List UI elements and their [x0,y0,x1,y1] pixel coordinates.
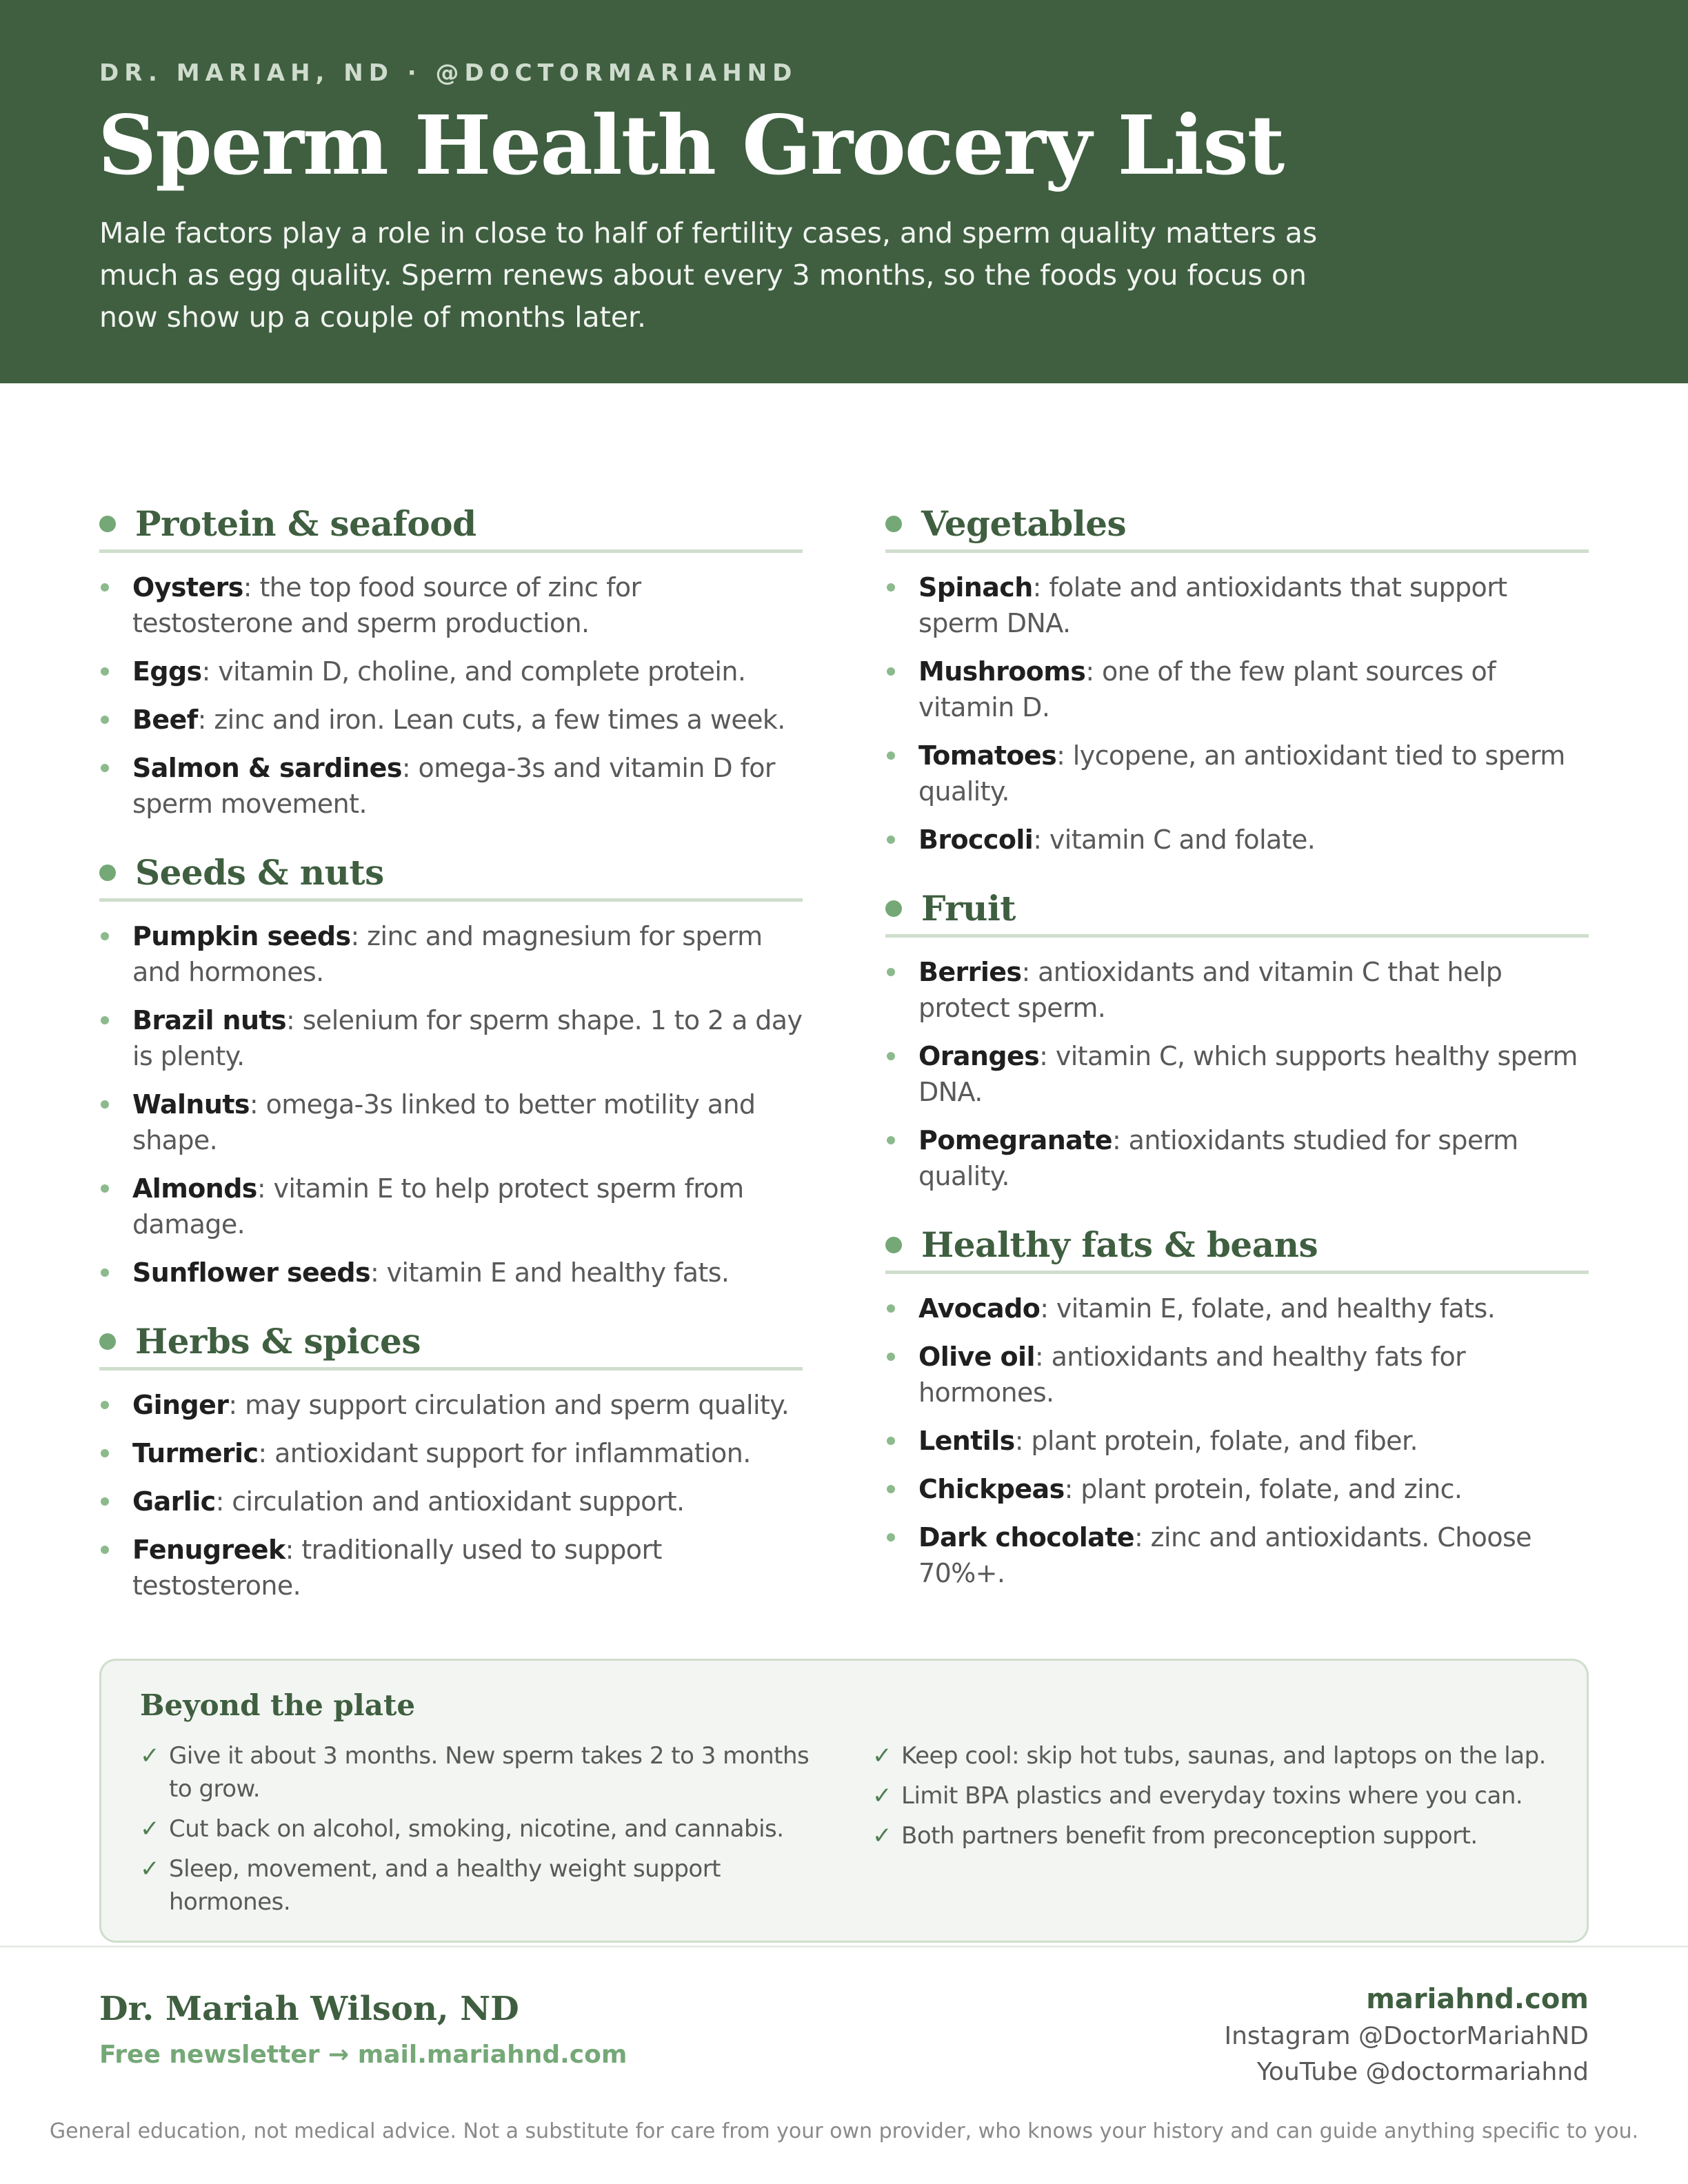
food-list [99,1387,803,1604]
food-name: Brazil nuts [132,1005,287,1035]
tip-item [140,1852,830,1919]
food-name: Olive oil [918,1342,1035,1372]
food-item [885,1122,1589,1194]
food-name: Ginger [132,1390,229,1420]
tip-item [872,1779,1562,1812]
checkmark-icon: ✓ [140,1815,159,1843]
food-name: Avocado [918,1293,1041,1324]
tip-item [140,1812,830,1846]
food-desc: : vitamin D, choline, and complete protein. [201,656,746,687]
right-column [885,498,1589,1616]
page-title: Sperm Health Grocery List [98,97,1284,193]
tip-text: Limit BPA plastics and everyday toxins where you can. [901,1782,1523,1810]
food-item [885,738,1589,809]
food-list [885,1291,1589,1591]
food-name: Pomegranate [918,1125,1112,1155]
food-desc: : vitamin E to help protect sperm from damage. [132,1173,744,1240]
food-name: Pumpkin seeds [132,921,351,951]
bullet-icon [887,1136,895,1144]
checkmark-icon: ✓ [872,1782,892,1810]
food-list [99,569,803,822]
disclaimer: General education, not medical advice. Not a substitute for care from your own provider, who knows your history and can guide anything specific to you. [49,2119,1639,2143]
food-item [99,1002,803,1074]
panel-title: Beyond the plate [140,1688,416,1722]
bullet-icon [101,1497,109,1506]
food-item [885,822,1589,858]
food-desc: : circulation and antioxidant support. [215,1486,685,1517]
food-name: Berries [918,957,1022,987]
bullet-icon [885,900,902,917]
bullet-icon [887,836,895,844]
bullet-icon [887,1437,895,1445]
bullet-icon [887,968,895,976]
tips-right-column [872,1739,1562,1859]
bullet-icon [101,764,109,772]
bullet-icon [887,1485,895,1493]
food-item [885,1291,1589,1326]
food-desc: : traditionally used to support testosterone. [132,1535,662,1601]
food-list [99,918,803,1291]
bullet-icon [887,583,895,592]
food-name: Lentils [918,1426,1015,1456]
tip-text: Cut back on alcohol, smoking, nicotine, and cannabis. [169,1815,784,1843]
bullet-icon [101,1016,109,1024]
food-desc: : vitamin E, folate, and healthy fats. [1040,1293,1496,1324]
food-name: Chickpeas [918,1474,1065,1504]
food-name: Broccoli [918,825,1034,855]
section-title: Vegetables [921,503,1127,544]
checkmark-icon: ✓ [140,1742,159,1770]
food-name: Spinach [918,572,1033,603]
tip-text: Give it about 3 months. New sperm takes 2 to 3 months to grow. [169,1742,810,1803]
food-item [99,1532,803,1604]
tip-item [872,1819,1562,1852]
section-title: Protein & seafood [135,503,476,544]
section-heading [99,498,803,553]
food-name: Oysters [132,572,243,603]
food-desc: : zinc and magnesium for sperm and hormones. [132,921,763,987]
food-item [885,1339,1589,1410]
bullet-icon [99,865,116,881]
food-item [885,569,1589,641]
section-heading [885,1219,1589,1274]
food-desc: : may support circulation and sperm quality. [228,1390,790,1420]
tip-item [140,1739,830,1806]
tips-left-column [140,1739,830,1925]
food-desc: : antioxidants studied for sperm quality. [918,1125,1518,1191]
food-desc: : folate and antioxidants that support sperm DNA. [918,572,1507,638]
food-item [885,1471,1589,1507]
bullet-icon [887,751,895,760]
section-protein [99,498,803,822]
food-name: Walnuts [132,1089,250,1120]
contact-block [1224,1980,1589,2090]
bullet-icon [101,1401,109,1409]
section-title: Fruit [921,888,1016,929]
section-herbs [99,1315,803,1604]
section-heading [99,847,803,902]
food-item [99,1435,803,1471]
bullet-icon [101,1184,109,1193]
food-name: Fenugreek [132,1535,285,1565]
food-name: Salmon & sardines [132,753,402,783]
section-title: Herbs & spices [135,1321,421,1362]
bullet-icon [101,1449,109,1457]
bullet-icon [99,1333,116,1350]
section-title: Seeds & nuts [135,852,384,893]
food-name: Almonds [132,1173,257,1204]
bullet-icon [101,667,109,676]
food-desc: : plant protein, folate, and fiber. [1014,1426,1418,1456]
food-name: Mushrooms [918,656,1086,687]
checkmark-icon: ✓ [872,1742,892,1770]
tip-text: Keep cool: skip hot tubs, saunas, and laptops on the lap. [901,1742,1546,1770]
food-item [99,1484,803,1519]
food-desc: : plant protein, folate, and zinc. [1064,1474,1463,1504]
tip-item [872,1739,1562,1772]
section-heading [99,1315,803,1371]
food-desc: : one of the few plant sources of vitamin D. [918,656,1496,722]
bullet-icon [101,1268,109,1277]
food-desc: : antioxidants and vitamin C that help protect sperm. [918,957,1503,1023]
bullet-icon [887,667,895,676]
beyond-the-plate-panel [99,1659,1589,1943]
section-vegetables [885,498,1589,858]
bullet-icon [887,1052,895,1060]
food-item [99,918,803,990]
food-desc: : vitamin C, which supports healthy sperm DNA. [918,1041,1578,1107]
food-desc: : omega-3s linked to better motility and shape. [132,1089,756,1155]
bullet-icon [887,1533,895,1541]
food-item [99,702,803,738]
section-fats-beans [885,1219,1589,1591]
food-list [885,569,1589,858]
section-seeds [99,847,803,1291]
bullet-icon [101,1100,109,1109]
food-item [99,654,803,689]
footer-divider [0,1945,1688,1948]
bullet-icon [885,1237,902,1253]
food-name: Dark chocolate [918,1522,1134,1553]
food-item [885,1519,1589,1591]
food-item [99,569,803,641]
checkmark-icon: ✓ [140,1855,159,1883]
website-link[interactable]: mariahnd.com [1366,1983,1589,2015]
bullet-icon [99,516,116,532]
instagram-handle[interactable]: Instagram @DoctorMariahND [1224,2022,1589,2050]
food-desc: : antioxidants and healthy fats for hormones. [918,1342,1466,1408]
food-name: Garlic [132,1486,216,1517]
author-name: Dr. Mariah Wilson, ND [99,1990,519,2028]
food-item [885,1423,1589,1459]
food-list [885,954,1589,1194]
bullet-icon [101,583,109,592]
food-desc: : the top food source of zinc for testosterone and sperm production. [132,572,641,638]
author-handle: DR. MARIAH, ND · @DOCTORMARIAHND [99,59,798,87]
food-item [885,954,1589,1026]
newsletter-link[interactable]: Free newsletter → mail.mariahnd.com [99,2041,627,2069]
tip-text: Both partners benefit from preconception support. [901,1822,1478,1850]
food-name: Eggs [132,656,202,687]
bullet-icon [887,1304,895,1313]
section-heading [885,882,1589,938]
checkmark-icon: ✓ [872,1822,892,1850]
food-desc: : zinc and iron. Lean cuts, a few times a week. [197,705,785,735]
food-name: Turmeric [132,1438,259,1468]
bullet-icon [885,516,902,532]
food-name: Oranges [918,1041,1040,1071]
food-item [99,750,803,822]
bullet-icon [101,1546,109,1554]
food-name: Sunflower seeds [132,1257,370,1288]
food-item [99,1171,803,1242]
bullet-icon [101,932,109,940]
food-desc: : zinc and antioxidants. Choose 70%+. [918,1522,1531,1588]
tip-text: Sleep, movement, and a healthy weight support hormones. [169,1855,721,1916]
food-desc: : selenium for sperm shape. 1 to 2 a day is plenty. [132,1005,803,1071]
section-fruit [885,882,1589,1194]
food-desc: : vitamin C and folate. [1033,825,1316,855]
bullet-icon [101,716,109,724]
food-desc: : lycopene, an antioxidant tied to sperm quality. [918,740,1565,807]
intro-text: Male factors play a role in close to half of fertility cases, and sperm quality matters as much as egg quality. Sperm renews about every 3 months, so the foods you focus on now show up a couple of months later. [99,216,1318,334]
section-heading [885,498,1589,553]
food-item [99,1255,803,1291]
food-desc: : omega-3s and vitamin D for sperm movement. [132,753,775,819]
left-column [99,498,803,1628]
food-item [885,654,1589,725]
bullet-icon [887,1353,895,1361]
food-name: Tomatoes [918,740,1057,771]
food-item [885,1038,1589,1110]
header-banner [0,0,1688,383]
section-title: Healthy fats & beans [921,1224,1318,1265]
food-desc: : antioxidant support for inflammation. [258,1438,751,1468]
food-item [99,1387,803,1423]
youtube-handle[interactable]: YouTube @doctormariahnd [1256,2058,1589,2086]
food-item [99,1086,803,1158]
food-name: Beef [132,705,198,735]
food-desc: : vitamin E and healthy fats. [370,1257,730,1288]
